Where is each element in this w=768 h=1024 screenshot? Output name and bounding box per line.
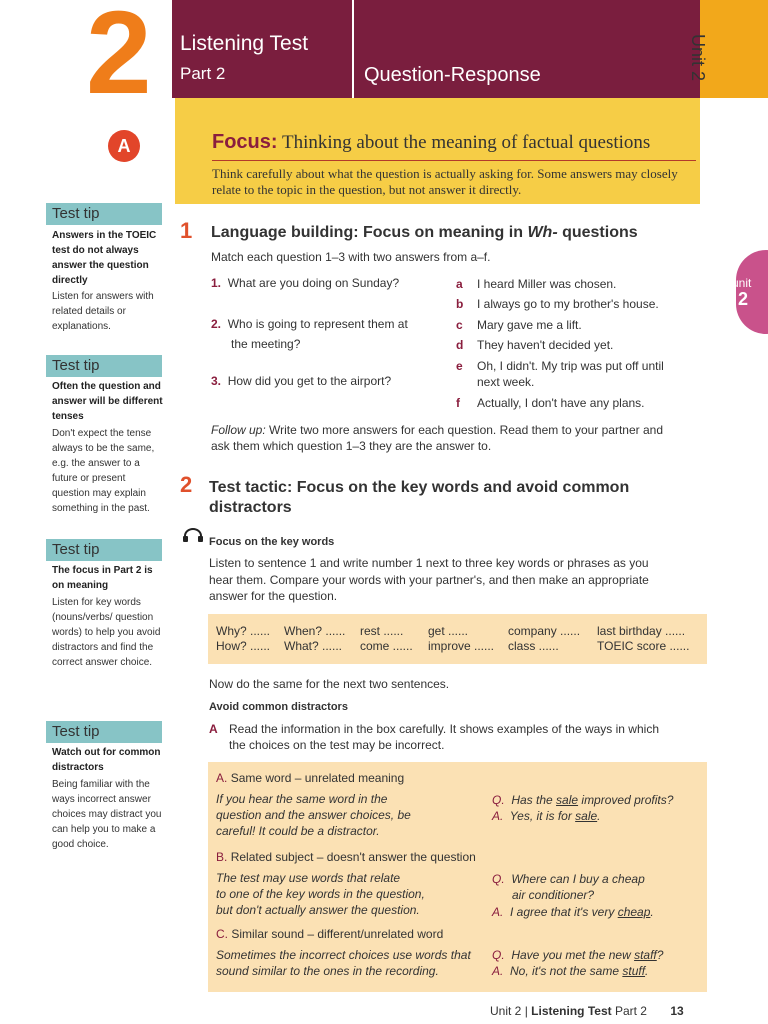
item-letter: A — [209, 722, 218, 736]
answer-text: Actually, I don't have any plans. — [477, 396, 645, 410]
answer-text: I heard Miller was chosen. — [477, 277, 617, 291]
example-question: Q. Have you met the new staff? — [492, 948, 664, 962]
subheading-distractors: Avoid common distractors — [209, 701, 348, 713]
paragraph-line: Read the information in the box carefully. It shows examples of the ways in which — [229, 722, 659, 736]
word-blank: class ...... — [508, 639, 559, 653]
distractor-text: to one of the key words in the question, — [216, 887, 425, 901]
test-tip-heading: Test tip — [46, 355, 162, 377]
paragraph-line: Now do the same for the next two sentences. — [209, 677, 450, 691]
distractor-text: The test may use words that relate — [216, 871, 401, 885]
side-unit-number: 2 — [738, 289, 749, 309]
test-tip-body: Don't expect the tense always to be the same, e.g. the answer to a future or present question may explain something in the past. — [52, 428, 155, 514]
answer-letter: b — [456, 297, 464, 311]
side-unit-label: unit — [732, 276, 752, 290]
focus-body: Think carefully about what the question is actually asking for. Some answers may closely relate to the topic in the question, but not answer it directly. — [212, 166, 678, 197]
distractor-text: sound similar to the ones in the recording. — [216, 964, 439, 978]
question-item: 3. How did you get to the airport? — [211, 374, 392, 388]
paragraph-line: Listen to sentence 1 and write number 1 next to three key words or phrases as you — [209, 556, 649, 570]
answer-text: I always go to my brother's house. — [477, 297, 659, 311]
test-tip-heading: Test tip — [46, 721, 162, 743]
answer-text-cont: next week. — [477, 375, 535, 389]
word-blank: How? ...... — [216, 639, 271, 653]
test-tip-body: Being familiar with the ways incorrect answer choices may distract you can help you to make a good choice. — [52, 779, 162, 850]
focus-title — [212, 131, 650, 154]
distractor-text: careful! It could be a distractor. — [216, 824, 380, 838]
section-badge: A — [108, 130, 140, 162]
test-tip-bold: Often the question and answer will be different tenses — [52, 381, 163, 422]
word-blank: come ...... — [360, 639, 413, 653]
word-blank: What? ...... — [284, 639, 343, 653]
focus-divider — [212, 160, 696, 161]
distractor-text: Sometimes the incorrect choices use words that — [216, 948, 471, 962]
word-blank: company ...... — [508, 624, 581, 638]
word-blank: Why? ...... — [216, 624, 271, 638]
header-part: Part 2 — [180, 64, 226, 83]
paragraph-line: the choices on the test may be incorrect. — [229, 738, 445, 752]
answer-letter: f — [456, 396, 460, 410]
headphones-icon — [182, 528, 204, 542]
word-blank: When? ...... — [284, 624, 346, 638]
test-tip-bold: Answers in the TOEIC test do not always answer the question directly — [52, 230, 157, 286]
distractor-heading: C. Similar sound – different/unrelated word — [216, 927, 444, 941]
test-tip-body: Listen for key words (nouns/verbs/ question words) to help you avoid distractors and find the correct answer choice. — [52, 597, 161, 668]
paragraph-line: answer for the question. — [209, 589, 338, 603]
distractor-heading: A. Same word – unrelated meaning — [216, 771, 405, 785]
example-question-cont: air conditioner? — [512, 888, 595, 902]
answer-letter: e — [456, 359, 463, 373]
question-item-cont: the meeting? — [231, 337, 301, 351]
answer-text: Mary gave me a lift. — [477, 318, 582, 332]
focus-label: Focus: — [212, 131, 278, 153]
word-blank: improve ...... — [428, 639, 495, 653]
answer-letter: a — [456, 277, 463, 291]
test-tip-bold: The focus in Part 2 is on meaning — [52, 565, 153, 591]
distractor-text: question and the answer choices, be — [216, 808, 411, 822]
example-answer: A. I agree that it's very cheap. — [492, 905, 654, 919]
header-section: Question-Response — [364, 64, 541, 86]
test-tip-body: Listen for answers with related details or explanations. — [52, 291, 154, 332]
unit-number: 2 — [86, 0, 152, 119]
answer-letter: c — [456, 318, 463, 332]
answer-letter: d — [456, 338, 464, 352]
section-number: 2 — [180, 472, 193, 497]
example-answer: A. Yes, it is for sale. — [492, 809, 601, 823]
page-footer: Unit 2 | Listening Test Part 2 13 — [490, 1004, 684, 1018]
test-tip-heading: Test tip — [46, 203, 162, 225]
page-number: 13 — [670, 1004, 684, 1018]
section-number: 1 — [180, 218, 193, 243]
test-tip-bold: Watch out for common distractors — [52, 747, 161, 773]
distractor-heading: B. Related subject – doesn't answer the question — [216, 850, 476, 864]
word-blank: get ...... — [428, 624, 469, 638]
paragraph-line: hear them. Compare your words with your partner's, and then make an appropriate — [209, 573, 649, 587]
answer-text: Oh, I didn't. My trip was put off until — [477, 359, 664, 373]
word-blank: last birthday ...... — [597, 624, 686, 638]
section-title-cont: distractors — [209, 499, 292, 516]
unit-tab — [700, 0, 768, 98]
header-title: Listening Test — [180, 32, 309, 55]
example-question: Q. Has the sale improved profits? — [492, 793, 674, 807]
question-item: 2. Who is going to represent them at — [211, 317, 408, 331]
follow-up: Follow up: Write two more answers for each question. Read them to your partner and — [211, 423, 664, 437]
focus-title-text: Thinking about the meaning of factual questions — [281, 132, 651, 153]
distractor-text: If you hear the same word in the — [216, 792, 388, 806]
example-question: Q. Where can I buy a cheap — [492, 872, 645, 886]
follow-up-cont: ask them which question 1–3 they are the answer to. — [211, 439, 492, 453]
question-item: 1. What are you doing on Sunday? — [211, 276, 400, 290]
section-title: Language building: Focus on meaning in Wh- questions — [211, 224, 638, 241]
unit-tab-label: Unit 2 — [688, 34, 708, 82]
word-blank: rest ...... — [360, 624, 404, 638]
test-tip-heading: Test tip — [46, 539, 162, 561]
section-instruction: Match each question 1–3 with two answers from a–f. — [211, 250, 491, 264]
answer-text: They haven't decided yet. — [477, 338, 614, 352]
distractor-text: but don't actually answer the question. — [216, 903, 420, 917]
example-answer: A. No, it's not the same stuff. — [492, 964, 649, 978]
word-blank: TOEIC score ...... — [597, 639, 690, 653]
subheading-key-words: Focus on the key words — [209, 536, 335, 548]
section-title: Test tactic: Focus on the key words and avoid common — [209, 479, 630, 496]
